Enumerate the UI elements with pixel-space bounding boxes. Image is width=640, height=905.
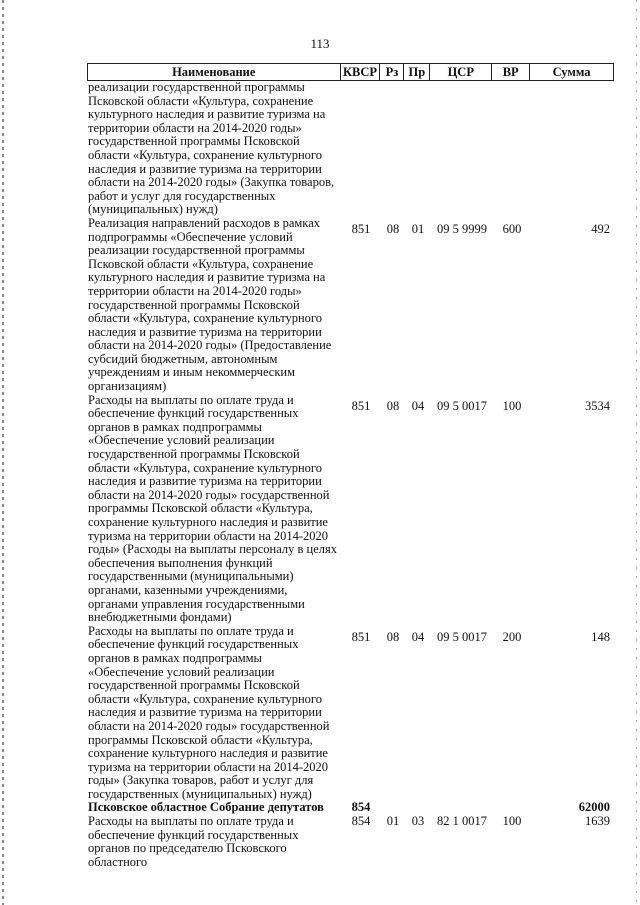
page-number: 113 bbox=[310, 36, 330, 51]
row-csr: 09 5 0017 bbox=[437, 398, 487, 413]
row-vr: 100 bbox=[502, 398, 522, 413]
row-vr bbox=[493, 81, 531, 217]
row-rz: 08 bbox=[386, 221, 400, 236]
table-row bbox=[87, 217, 614, 394]
row-rz: 08 bbox=[386, 398, 400, 413]
row-name: Расходы на выплаты по оплате труда и обеспечение функций государственных органов по председателю Псковского областного bbox=[88, 814, 299, 869]
row-pr: 04 bbox=[411, 629, 425, 644]
row-name: Псковское областное Собрание депутатов bbox=[88, 800, 324, 815]
header-rz: Рз bbox=[380, 64, 404, 80]
row-name: Расходы на выплаты по оплате труда и обеспечение функций государственных органов в рамках подпрограммы «Обеспечение условий реализации государственной программы Псковской области «Культура, сохранение культурного наследия и развитие туризма на территории области на 2014-2020 годы» государственной программы Псковской области «Культура, сохранение культурного наследия и развитие туризма на территории области на 2014-2020 годы» (Закупка товаров, работ и услуг для государственных (муниципальных) нужд) bbox=[88, 623, 330, 801]
row-pr: 04 bbox=[411, 398, 425, 413]
row-kvsr bbox=[341, 81, 381, 217]
row-name: Реализация направлений расходов в рамках подпрограммы «Обеспечение условий реализации государственной программы Псковской области «Культура, сохранение культурного наследия и развитие туризма на территории области на 2014-2020 годы» государственной программы Псковской области «Культура, сохранение культурного наследия и развитие туризма на территории области на 2014-2020 годы» (Предоставление субсидий бюджетным, автономным учреждениям и иным некоммерческим организациям) bbox=[88, 215, 332, 394]
row-csr: 09 5 0017 bbox=[437, 629, 487, 644]
table-row bbox=[87, 815, 614, 869]
header-kvsr: КВСР bbox=[341, 64, 381, 80]
row-sum: 1639 bbox=[585, 814, 610, 829]
table-header bbox=[87, 63, 614, 81]
scan-edge-right bbox=[636, 0, 637, 905]
row-vr: 100 bbox=[502, 814, 522, 829]
row-kvsr: 851 bbox=[351, 398, 371, 413]
table-row bbox=[87, 625, 614, 802]
row-csr: 82 1 0017 bbox=[437, 814, 487, 829]
header-pr: Пр bbox=[404, 64, 430, 80]
row-sum bbox=[531, 81, 614, 217]
row-sum: 3534 bbox=[585, 398, 610, 413]
header-sum: Сумма bbox=[552, 65, 591, 79]
row-pr: 01 bbox=[411, 221, 425, 236]
row-rz bbox=[381, 801, 405, 815]
table-row bbox=[87, 801, 614, 815]
row-name: Расходы на выплаты по оплате труда и обеспечение функций государственных органов в рамках подпрограммы «Обеспечение условий реализации государственной программы Псковской области «Культура, сохранение культурного наследия и развитие туризма на территории области на 2014-2020 годы» государственной программы Псковской области «Культура, сохранение культурного наследия и развитие туризма на территории области на 2014-2020 годы» (Расходы на выплаты персоналу в целях обеспечения выполнения функций государственными (муниципальными) органами, казенными учреждениями, органами управления государственными внебюджетными фондами) bbox=[88, 392, 337, 625]
row-kvsr: 851 bbox=[351, 221, 371, 236]
row-rz bbox=[381, 81, 405, 217]
scan-edge-left bbox=[2, 0, 4, 905]
row-pr: 03 bbox=[411, 814, 425, 829]
row-sum: 62000 bbox=[578, 800, 610, 815]
row-kvsr: 854 bbox=[351, 814, 371, 829]
header-name: Наименование bbox=[87, 64, 341, 80]
row-csr bbox=[431, 81, 493, 217]
row-sum: 148 bbox=[591, 629, 610, 644]
row-rz: 01 bbox=[386, 814, 400, 829]
row-kvsr: 851 bbox=[351, 629, 371, 644]
budget-table bbox=[87, 63, 614, 869]
header-csr: ЦСР bbox=[430, 64, 492, 80]
row-rz: 08 bbox=[386, 629, 400, 644]
row-vr: 600 bbox=[502, 221, 522, 236]
row-kvsr: 854 bbox=[351, 800, 371, 815]
row-pr bbox=[405, 81, 431, 217]
row-vr: 200 bbox=[502, 629, 522, 644]
row-csr: 09 5 9999 bbox=[437, 221, 487, 236]
header-vr: ВР bbox=[492, 64, 530, 80]
row-vr bbox=[493, 801, 531, 815]
row-pr bbox=[405, 801, 431, 815]
row-name: реализации государственной программы Псковской области «Культура, сохранение культурного наследия и развитие туризма на территории области на 2014-2020 годы» государственной программы Псковской области «Культура, сохранение культурного наследия и развитие туризма на территории области на 2014-2020 годы» (Закупка товаров, работ и услуг для государственных (муниципальных) нужд) bbox=[88, 80, 335, 217]
table-row bbox=[87, 81, 614, 217]
table-row bbox=[87, 394, 614, 625]
row-csr bbox=[431, 801, 493, 815]
row-sum: 492 bbox=[591, 221, 610, 236]
